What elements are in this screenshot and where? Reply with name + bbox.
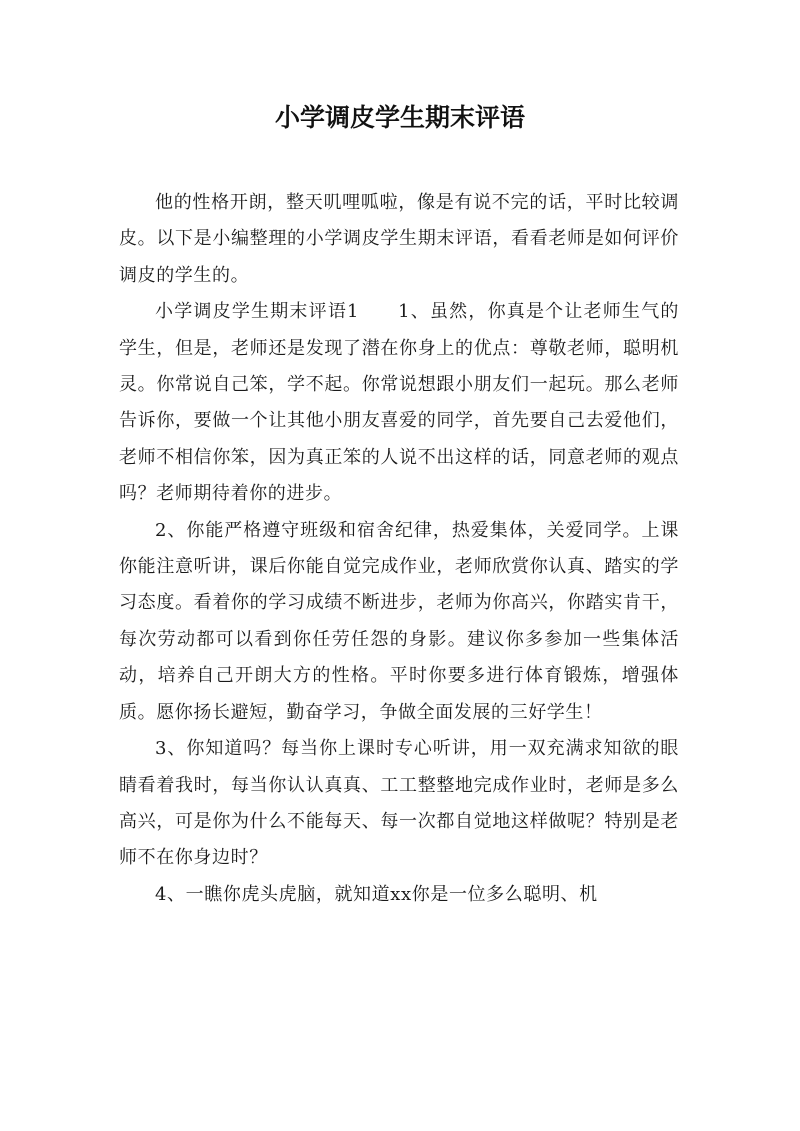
document-title: 小学调皮学生期末评语 (274, 103, 525, 132)
document-body (119, 185, 679, 913)
comment-paragraph-1: 小学调皮学生期末评语1 1、虽然，你真是个让老师生气的学生，但是，老师还是发现了潜在你身上的优点：尊敬老师，聪明机灵。你常说自己笨，学不起。你常说想跟小朋友们一起玩。那么老师告诉你，要做一个让其他小朋友喜爱的同学，首先要自己去爱他们，老师不相信你笨，因为真正笨的人说不出这样的话，同意老师的观点吗？老师期待着你的进步。 (119, 301, 679, 505)
comment-paragraph-4: 4、一瞧你虎头虎脑，就知道xx你是一位多么聪明、机 (155, 883, 598, 905)
comment-paragraph-2: 2、你能严格遵守班级和宿舍纪律，热爱集体，关爱同学。上课你能注意听讲，课后你能自觉完成作业，老师欣赏你认真、踏实的学习态度。看着你的学习成绩不断进步，老师为你高兴，你踏实肯干，每次劳动都可以看到你任劳任怨的身影。建议你多参加一些集体活动，培养自己开朗大方的性格。平时你要多进行体育锻炼，增强体质。愿你扬长避短，勤奋学习，争做全面发展的三好学生！ (119, 519, 679, 723)
comment-paragraph-3: 3、你知道吗？每当你上课时专心听讲，用一双充满求知欲的眼睛看着我时，每当你认认真真、工工整整地完成作业时，老师是多么高兴，可是你为什么不能每天、每一次都自觉地这样做呢？特别是老师不在你身边时？ (119, 738, 679, 869)
intro-paragraph: 他的性格开朗，整天叽哩呱啦，像是有说不完的话，平时比较调皮。以下是小编整理的小学调皮学生期末评语，看看老师是如何评价调皮的学生的。 (119, 192, 679, 286)
